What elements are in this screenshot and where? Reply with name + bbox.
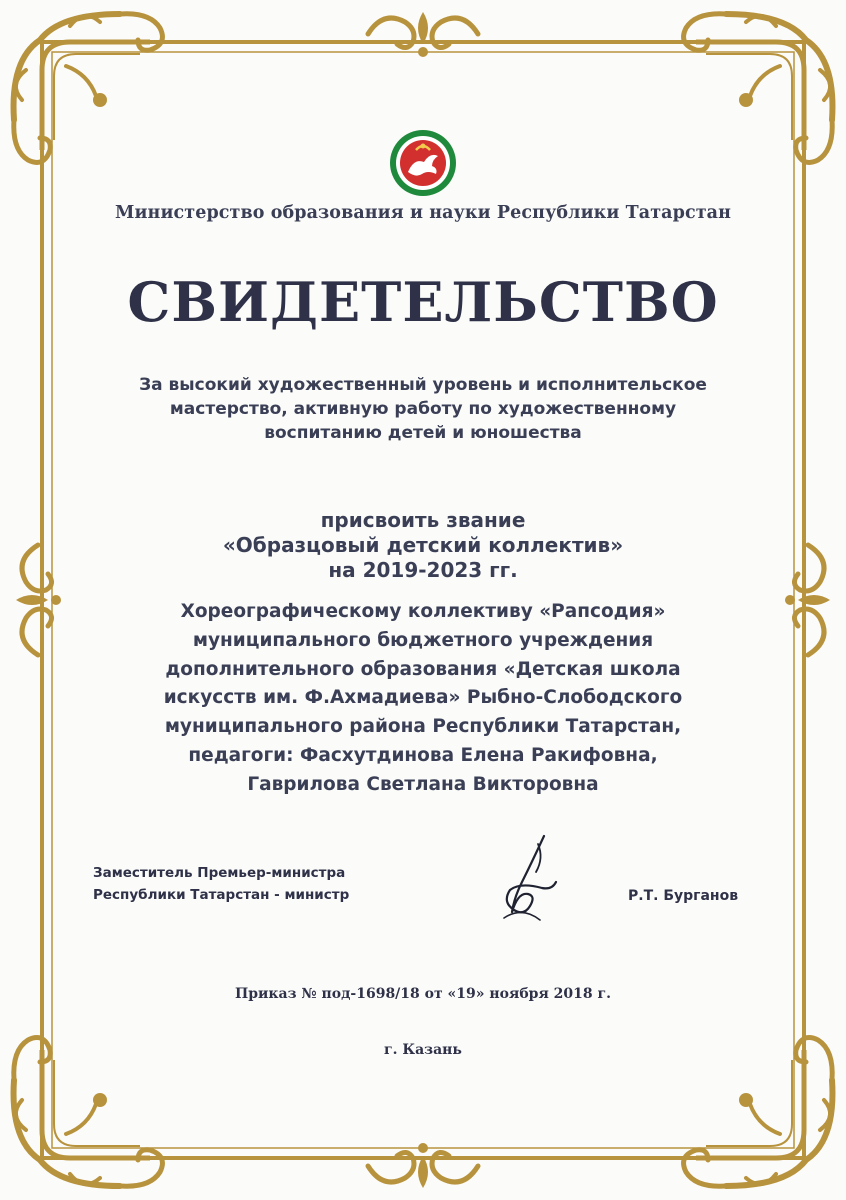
recipient-line: искусств им. Ф.Ахмадиева» Рыбно-Слободского xyxy=(163,687,683,709)
recipient-text xyxy=(0,598,846,800)
reason-line: мастерство, активную работу по художественному xyxy=(169,399,677,419)
recipient-line: муниципального района Республики Татарстан, xyxy=(164,716,682,738)
award-line: присвоить звание xyxy=(320,508,526,532)
recipient-line: муниципального бюджетного учреждения xyxy=(192,629,654,651)
tatarstan-emblem-icon xyxy=(388,128,458,198)
recipient-line: дополнительного образования «Детская школа xyxy=(165,658,681,680)
award-title-line: «Образцовый детский коллектив» xyxy=(222,533,624,557)
handwritten-signature xyxy=(492,832,562,924)
order-reference: Приказ № под-1698/18 от «19» ноября 2018 г. xyxy=(235,986,611,1002)
signatory-role-line: Заместитель Премьер-министра xyxy=(93,865,346,881)
signatory-role-line: Республики Татарстан - министр xyxy=(93,887,350,903)
reason-text xyxy=(0,373,846,445)
signatory-role xyxy=(93,862,349,906)
reason-line: воспитанию детей и юношества xyxy=(264,423,582,443)
city-name: г. Казань xyxy=(384,1042,462,1058)
recipient-line: педагоги: Фасхутдинова Елена Ракифовна, xyxy=(188,744,658,766)
ministry-name: Министерство образования и науки Республики Татарстан xyxy=(114,203,732,223)
reason-line: За высокий художественный уровень и исполнительское xyxy=(139,375,707,395)
award-text xyxy=(0,508,846,583)
signatory-name: Р.Т. Бурганов xyxy=(628,888,739,904)
document-title: СВИДЕТЕЛЬСТВО xyxy=(127,270,719,334)
recipient-line: Гаврилова Светлана Викторовна xyxy=(247,773,599,795)
recipient-line: Хореографическому коллективу «Рапсодия» xyxy=(180,601,666,622)
award-period-line: на 2019-2023 гг. xyxy=(328,558,518,582)
